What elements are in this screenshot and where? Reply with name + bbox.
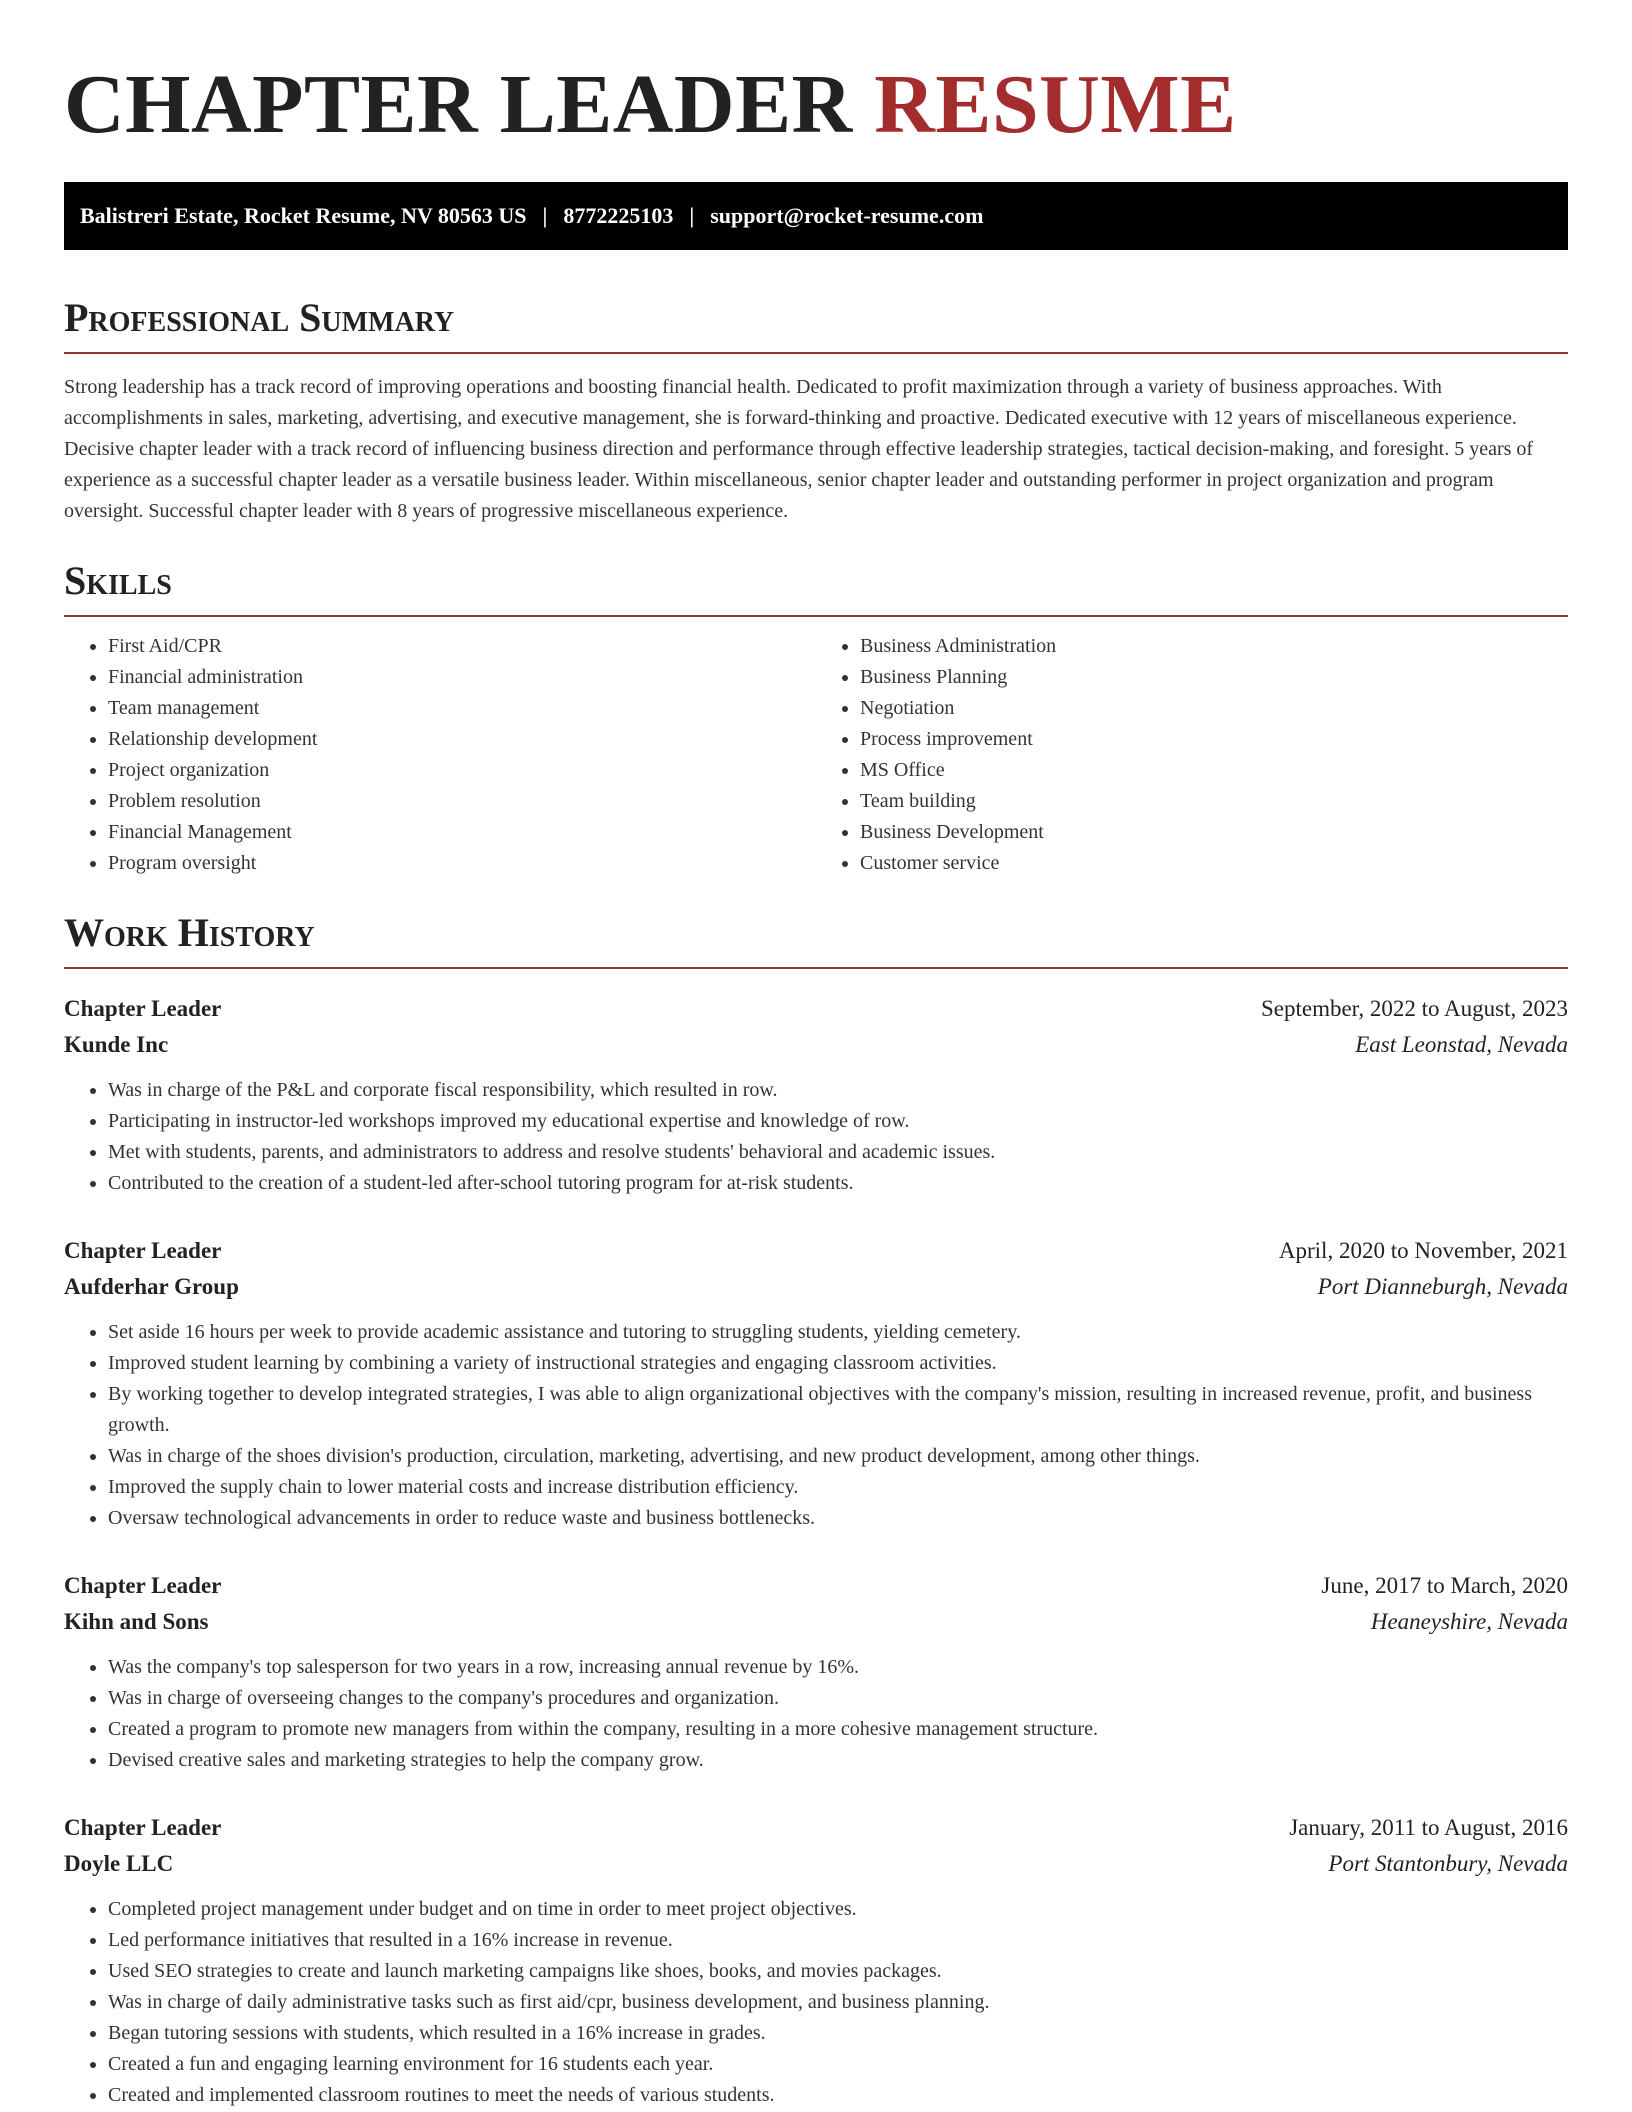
skills-heading: Skills (64, 557, 1568, 617)
job-title: Chapter Leader (64, 996, 222, 1021)
job-title: Chapter Leader (64, 1238, 222, 1263)
job-company: Doyle LLC (64, 1851, 174, 1876)
job-header-row (64, 1568, 1568, 1604)
summary-heading: Professional Summary (64, 294, 1568, 354)
job-company: Kihn and Sons (64, 1609, 209, 1634)
job-bullet: • Completed project management under budget and on time in order to meet project objectives. (108, 1894, 1568, 1925)
job-bullets (64, 1075, 1568, 1199)
contact-address: Balistreri Estate, Rocket Resume, NV 80563 US (80, 203, 527, 228)
job-location: Port Dianneburgh, Nevada (1317, 1274, 1568, 1299)
job-dates: April, 2020 to November, 2021 (1278, 1238, 1568, 1263)
summary-text: Strong leadership has a track record of improving operations and boosting financial health. Dedicated to profit maximization through a variety of business approaches. With accomplishments in sales, marketing, advertising, and executive management, she is forward-thinking and proactive. Dedicated executive with 12 years of miscellaneous experience. Decisive chapter leader with a track record of influencing business direction and performance through effective leadership strategies, tactical decision-making, and foresight. 5 years of experience as a successful chapter leader as a versatile business leader. Within miscellaneous, senior chapter leader and outstanding performer in project organization and program oversight. Successful chapter leader with 8 years of progressive miscellaneous experience. (64, 376, 1534, 522)
job-company-row (64, 1269, 1568, 1305)
title-accent: RESUME (874, 58, 1237, 151)
job-header-row (64, 1810, 1568, 1846)
skill-item: • Team management (108, 693, 816, 724)
skill-item: • First Aid/CPR (108, 631, 816, 662)
job-bullet: • Contributed to the creation of a student-led after-school tutoring program for at-risk students. (108, 1168, 1568, 1199)
skill-item: • Business Planning (860, 662, 1568, 693)
job-bullet: • Participating in instructor-led workshops improved my educational expertise and knowledge of row. (108, 1106, 1568, 1137)
job-company-row (64, 1604, 1568, 1640)
job-bullet: • Set aside 16 hours per week to provide academic assistance and tutoring to struggling students, yielding cemetery. (108, 1317, 1568, 1348)
job-bullet: • Used SEO strategies to create and launch marketing campaigns like shoes, books, and movies packages. (108, 1956, 1568, 1987)
skill-item: • MS Office (860, 755, 1568, 786)
job-bullet: • Met with students, parents, and administrators to address and resolve students' behavioral and academic issues. (108, 1137, 1568, 1168)
job-bullets (64, 1894, 1568, 2111)
job-bullet: • Was in charge of the shoes division's production, circulation, marketing, advertising, and new product development, among other things. (108, 1441, 1568, 1472)
job-bullets (64, 1317, 1568, 1534)
title-main: CHAPTER LEADER (64, 58, 853, 151)
job-company: Kunde Inc (64, 1032, 169, 1057)
skills-list-right (816, 631, 1568, 879)
job-bullet: • Improved student learning by combining a variety of instructional strategies and engaging classroom activities. (108, 1348, 1568, 1379)
job-bullet: • Created a program to promote new managers from within the company, resulting in a more cohesive management structure. (108, 1714, 1568, 1745)
skill-item: • Financial Management (108, 817, 816, 848)
job-bullet: • Created and implemented classroom routines to meet the needs of various students. (108, 2080, 1568, 2111)
skills-list-left (64, 631, 816, 879)
job-company: Aufderhar Group (64, 1274, 239, 1299)
job-bullet: • Created a fun and engaging learning environment for 16 students each year. (108, 2049, 1568, 2080)
job-entry (64, 1568, 1568, 1776)
job-entry (64, 991, 1568, 1199)
job-dates: January, 2011 to August, 2016 (1289, 1815, 1568, 1840)
skill-item: • Problem resolution (108, 786, 816, 817)
skill-item: • Customer service (860, 848, 1568, 879)
job-bullets (64, 1652, 1568, 1776)
job-bullet: • Led performance initiatives that resulted in a 16% increase in revenue. (108, 1925, 1568, 1956)
job-bullet: • Was in charge of daily administrative tasks such as first aid/cpr, business development, and business planning. (108, 1987, 1568, 2018)
contact-email: support@rocket-resume.com (710, 203, 984, 228)
job-bullet: • Improved the supply chain to lower material costs and increase distribution efficiency. (108, 1472, 1568, 1503)
skill-item: • Business Development (860, 817, 1568, 848)
job-bullet: • Was the company's top salesperson for two years in a row, increasing annual revenue by 16%. (108, 1652, 1568, 1683)
job-header-row (64, 991, 1568, 1027)
job-bullet: • Was in charge of overseeing changes to the company's procedures and organization. (108, 1683, 1568, 1714)
skill-item: • Business Administration (860, 631, 1568, 662)
contact-separator: | (689, 203, 695, 228)
skill-item: • Relationship development (108, 724, 816, 755)
job-dates: June, 2017 to March, 2020 (1321, 1573, 1568, 1598)
resume-title (64, 0, 1568, 152)
job-location: Port Stantonbury, Nevada (1328, 1851, 1568, 1876)
job-location: East Leonstad, Nevada (1355, 1032, 1568, 1057)
contact-separator: | (542, 203, 548, 228)
job-bullet: • Oversaw technological advancements in order to reduce waste and business bottlenecks. (108, 1503, 1568, 1534)
job-bullet: • By working together to develop integrated strategies, I was able to align organizational objectives with the company's mission, resulting in increased revenue, profit, and business growth. (108, 1379, 1568, 1441)
skill-item: • Negotiation (860, 693, 1568, 724)
job-entry (64, 1810, 1568, 2111)
job-entry (64, 1233, 1568, 1534)
skill-item: • Process improvement (860, 724, 1568, 755)
work-history-heading: Work History (64, 909, 1568, 969)
job-company-row (64, 1027, 1568, 1063)
job-title: Chapter Leader (64, 1573, 222, 1598)
skill-item: • Project organization (108, 755, 816, 786)
job-bullet: • Devised creative sales and marketing strategies to help the company grow. (108, 1745, 1568, 1776)
skill-item: • Financial administration (108, 662, 816, 693)
job-title: Chapter Leader (64, 1815, 222, 1840)
job-bullet: • Was in charge of the P&L and corporate fiscal responsibility, which resulted in row. (108, 1075, 1568, 1106)
skill-item: • Program oversight (108, 848, 816, 879)
job-company-row (64, 1846, 1568, 1882)
skills-grid (64, 631, 1568, 879)
job-location: Heaneyshire, Nevada (1370, 1609, 1568, 1634)
job-dates: September, 2022 to August, 2023 (1260, 996, 1568, 1021)
job-bullet: • Began tutoring sessions with students, which resulted in a 16% increase in grades. (108, 2018, 1568, 2049)
job-header-row (64, 1233, 1568, 1269)
skill-item: • Team building (860, 786, 1568, 817)
contact-phone: 8772225103 (563, 203, 674, 228)
contact-bar (64, 182, 1568, 250)
